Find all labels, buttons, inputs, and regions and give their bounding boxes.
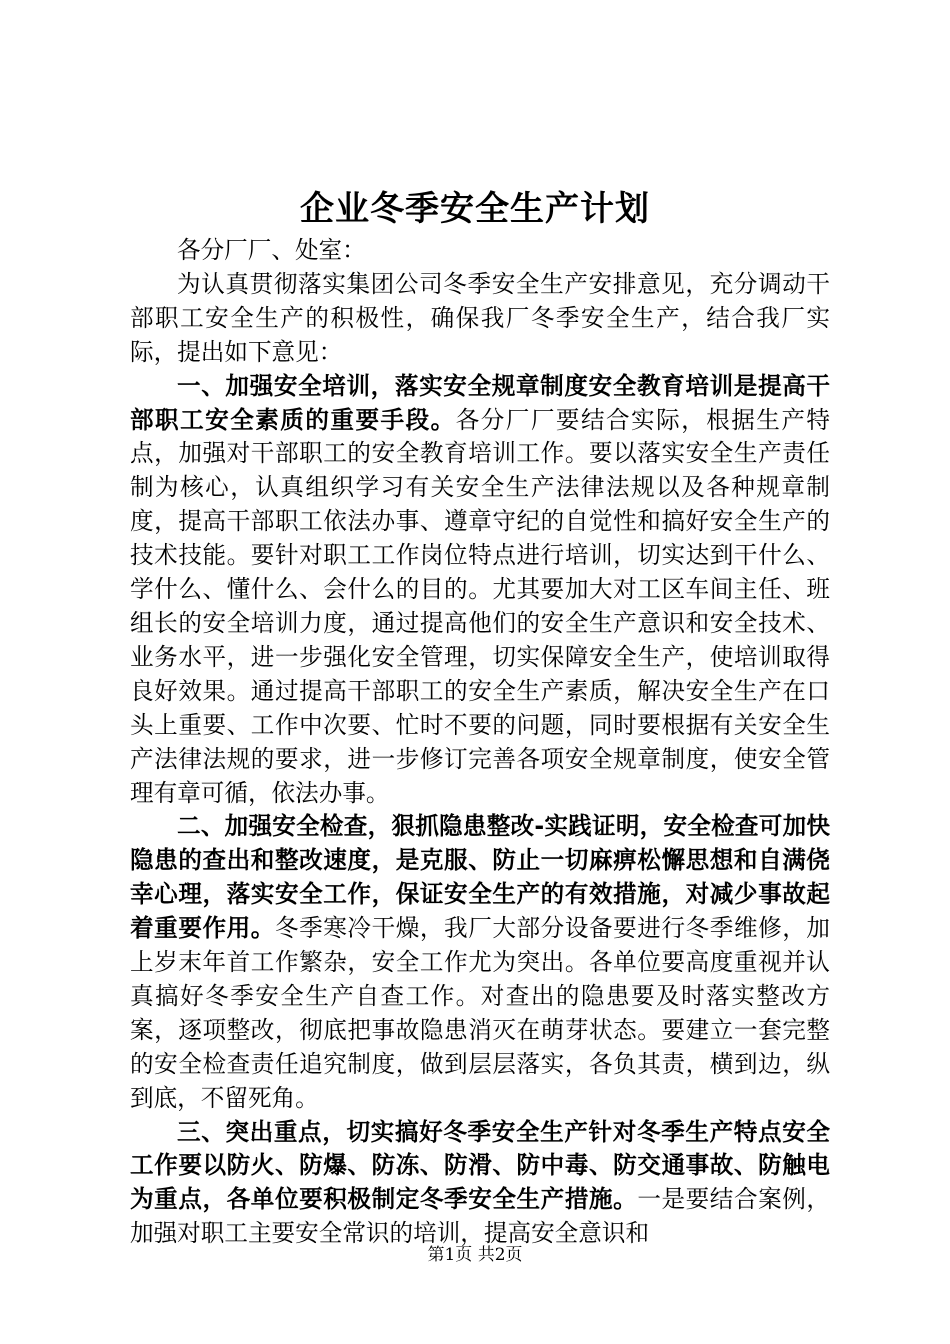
intro-paragraph: 为认真贯彻落实集团公司冬季安全生产安排意见，充分调动干部职工安全生产的积极性，确保我厂冬季安全生产，结合我厂实际，提出如下意见： — [130, 269, 830, 366]
section-paragraph-1 — [130, 370, 830, 811]
section-body-1: 各分厂厂要结合实际，根据生产特点，加强对干部职工的安全教育培训工作。要以落实安全生产责任制为核心，认真组织学习有关安全生产法律法规以及各种规章制度，提高干部职工依法办事、遵章守纪的自觉性和搞好安全生产的技术技能。要针对职工工作岗位特点进行培训，切实达到干什么、学什么、懂什么、会什么的目的。尤其要加大对工区车间主任、班组长的安全培训力度，通过提高他们的安全生产意识和安全技术、业务水平，进一步强化安全管理，切实保障安全生产，使培训取得良好效果。通过提高干部职工的安全生产素质，解决安全生产在口头上重要、工作中次要、忙时不要的问题，同时要根据有关安全生产法律法规的要求，进一步修订完善各项安全规章制度，使安全管理有章可循，依法办事。 — [130, 405, 831, 807]
document-body — [130, 234, 830, 1251]
salutation: 各分厂厂、处室： — [177, 236, 366, 264]
section-heading-2: 二、加强安全检查，狠抓隐患整改-实践证明，安全检查可加快隐患的查出和整改速度，是克服、防止一切麻痹松懈思想和自满侥幸心理，落实安全工作，保证安全生产的有效措施，对减少事故起着重要作用。 — [130, 812, 830, 943]
document-title: 企业冬季安全生产计划 — [300, 189, 650, 229]
page-footer: 第1页 共2页 — [427, 1245, 523, 1265]
section-heading-1: 一、加强安全培训，落实安全规章制度安全教育培训是提高干部职工安全素质的重要手段。 — [130, 371, 830, 434]
section-body-2: 冬季寒冷干燥，我厂大部分设备要进行冬季维修，加上岁末年首工作繁杂，安全工作尤为突出。各单位要高度重视并认真搞好冬季安全生产自查工作。对查出的隐患要及时落实整改方案，逐项整改，彻底把事故隐患消灭在萌芽状态。要建立一套完整的安全检查责任追究制度，做到层层落实，各负其责，横到边，纵到底，不留死角。 — [130, 914, 831, 1112]
section-heading-3: 三、突出重点，切实搞好冬季安全生产针对冬季生产特点安全工作要以防火、防爆、防冻、防滑、防中毒、防交通事故、防触电为重点，各单位要积极制定冬季安全生产措施。 — [130, 1117, 830, 1214]
section-paragraph-2 — [130, 810, 830, 1115]
section-body-3: 一是要结合案例，加强对职工主要安全常识的培训，提高安全意识和 — [130, 1185, 831, 1248]
section-paragraph-3 — [130, 1116, 830, 1252]
